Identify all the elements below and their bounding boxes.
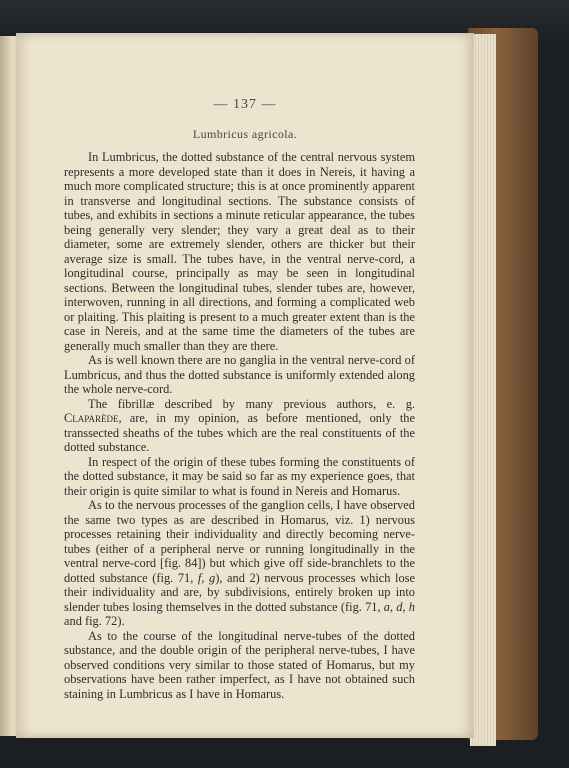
- paragraph-4: [64, 455, 415, 499]
- paragraph-6: [64, 629, 415, 702]
- paragraph-text: In Lumbricus, the dotted substance of the central nervous system represents a more developed state than it does in Nereis, it having a much more complicated structure; this is at once prominently apparent in transverse and longitudinal sections. The substance consists of tubes, and exhibits in sections a minute reticular appearance, the tubes being generally very slender; they vary a great deal as to their diameter, some are extremely slender, others are thicker but their average size is small. The tubes have, in the ventral nerve-cord, a longitudinal course, principally as may be seen in longitudinal sections. Between the longitudinal tubes, slender tubes are, however, interwoven, running in all directions, and forming a complicated web or plaiting. This plaiting is present to a much greater extent than is the case in Nereis, and at the same time the diameters of the tubes are generally much smaller than they are there.: [64, 150, 415, 353]
- body-text: [64, 150, 415, 701]
- paragraph-2: [64, 353, 415, 397]
- paragraph-text: ), and 2) nervous processes which lose their individuality and are, by subdivisions, entirely broken up into slender tubes losing themselves in the dotted substance (fig. 71,: [64, 570, 415, 614]
- section-heading: Lumbricus agricola.: [192, 127, 298, 141]
- paragraph-text: , are, in my opinion, as before mentioned, only the transsected sheaths of the tubes which are the real constituents of the dotted substance.: [64, 411, 415, 454]
- paragraph-text: As is well known there are no ganglia in the ventral nerve-cord of Lumbricus, and thus the dotted substance is uniformly extended along the whole nerve-cord.: [64, 353, 415, 396]
- paragraph-text: and fig. 72).: [64, 614, 125, 628]
- paragraph-text: As to the nervous processes of the ganglion cells, I have observed the same two types as are described in Homarus, viz. 1) nervous processes retaining their individuality and directly becoming nerve-tubes (either of a peripheral nerve or running longitudinally in the ventral nerve-cord [fig. 84]) but which give off side-branchlets to the dotted substance (fig. 71,: [64, 498, 415, 585]
- page-number: — 137 —: [213, 97, 277, 112]
- paragraph-text: In respect of the origin of these tubes forming the constituents of the dotted substance, it may be said so far as my experience goes, that their origin is quite similar to what is found in Nereis and Homarus.: [64, 454, 415, 498]
- book-page: [16, 33, 474, 738]
- paragraph-5: [64, 498, 415, 629]
- paragraph-text: As to the course of the longitudinal nerve-tubes of the dotted substance, and the double origin of the peripheral nerve-tubes, I have observed conditions very similar to those stated of Homarus, but my observations have been rather imperfect, as I have not obtained such staining in Lumbricus as I have in Homarus.: [64, 628, 415, 701]
- figure-letters: a, d, h: [383, 599, 415, 614]
- paragraph-1: [64, 150, 415, 353]
- figure-letters: f, g: [197, 570, 216, 585]
- author-name: Claparède: [64, 411, 119, 425]
- paragraph-text: The fibrillæ described by many previous authors, e. g.: [88, 396, 415, 411]
- paragraph-3: [64, 397, 415, 455]
